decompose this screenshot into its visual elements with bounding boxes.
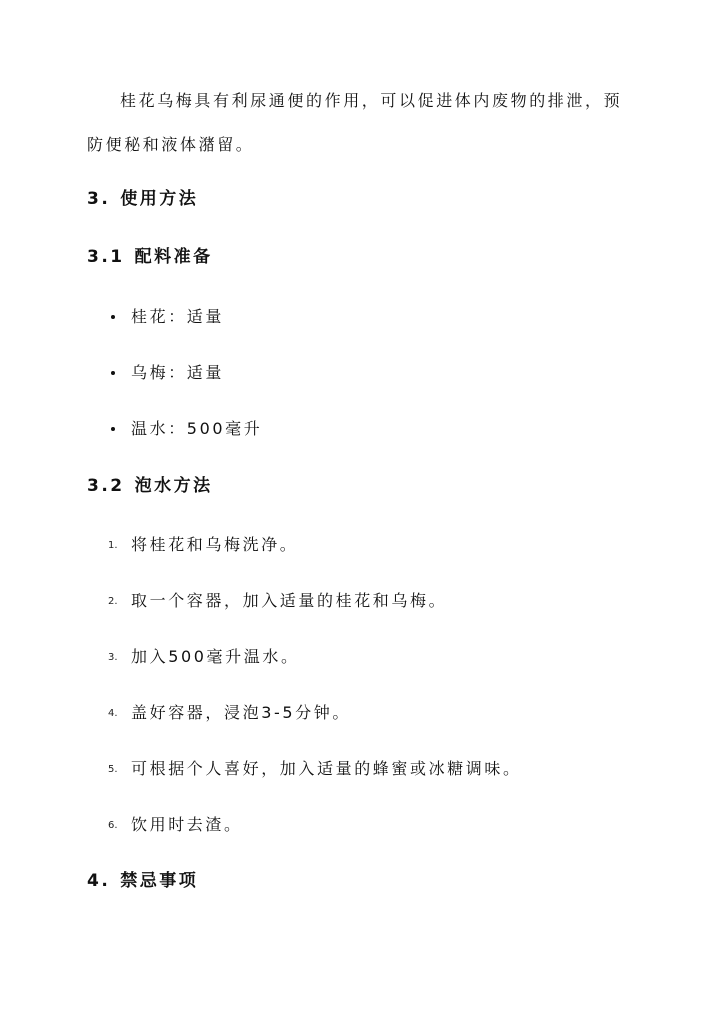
list-number: 3. <box>108 652 118 663</box>
section-title: 泡水方法 <box>134 476 213 496</box>
list-item-text: 饮用时去渣。 <box>131 815 243 834</box>
section-4-heading <box>87 870 198 892</box>
section-number: 3.2 <box>87 476 125 496</box>
list-item-text: 温水：500毫升 <box>131 419 263 438</box>
section-title: 使用方法 <box>120 189 199 209</box>
section-number: 3.1 <box>87 247 125 267</box>
list-number: 2. <box>108 596 118 607</box>
list-number: 1. <box>108 540 118 551</box>
list-item-text: 可根据个人喜好，加入适量的蜂蜜或冰糖调味。 <box>131 759 522 778</box>
bullet-icon <box>111 315 115 319</box>
list-item-text: 加入500毫升温水。 <box>131 647 300 666</box>
list-number: 4. <box>108 708 118 719</box>
list-item-text: 盖好容器，浸泡3-5分钟。 <box>131 703 351 722</box>
bullet-icon <box>111 371 115 375</box>
section-number: 4. <box>87 871 111 891</box>
list-item-text: 取一个容器，加入适量的桂花和乌梅。 <box>131 591 448 610</box>
list-item-text: 桂花：适量 <box>131 307 225 326</box>
intro-line-1: 桂花乌梅具有利尿通便的作用，可以促进体内废物的排泄，预 <box>120 91 623 110</box>
list-item-text: 乌梅：适量 <box>131 363 225 382</box>
section-3-heading <box>87 188 198 210</box>
list-item-text: 将桂花和乌梅洗净。 <box>131 535 299 554</box>
section-3-2-heading <box>87 475 213 497</box>
section-number: 3. <box>87 189 111 209</box>
section-title: 配料准备 <box>134 247 213 267</box>
list-number: 5. <box>108 764 118 775</box>
list-number: 6. <box>108 820 118 831</box>
section-3-1-heading <box>87 246 213 268</box>
intro-line-2: 防便秘和液体潴留。 <box>87 135 255 154</box>
bullet-icon <box>111 427 115 431</box>
section-title: 禁忌事项 <box>120 871 199 891</box>
